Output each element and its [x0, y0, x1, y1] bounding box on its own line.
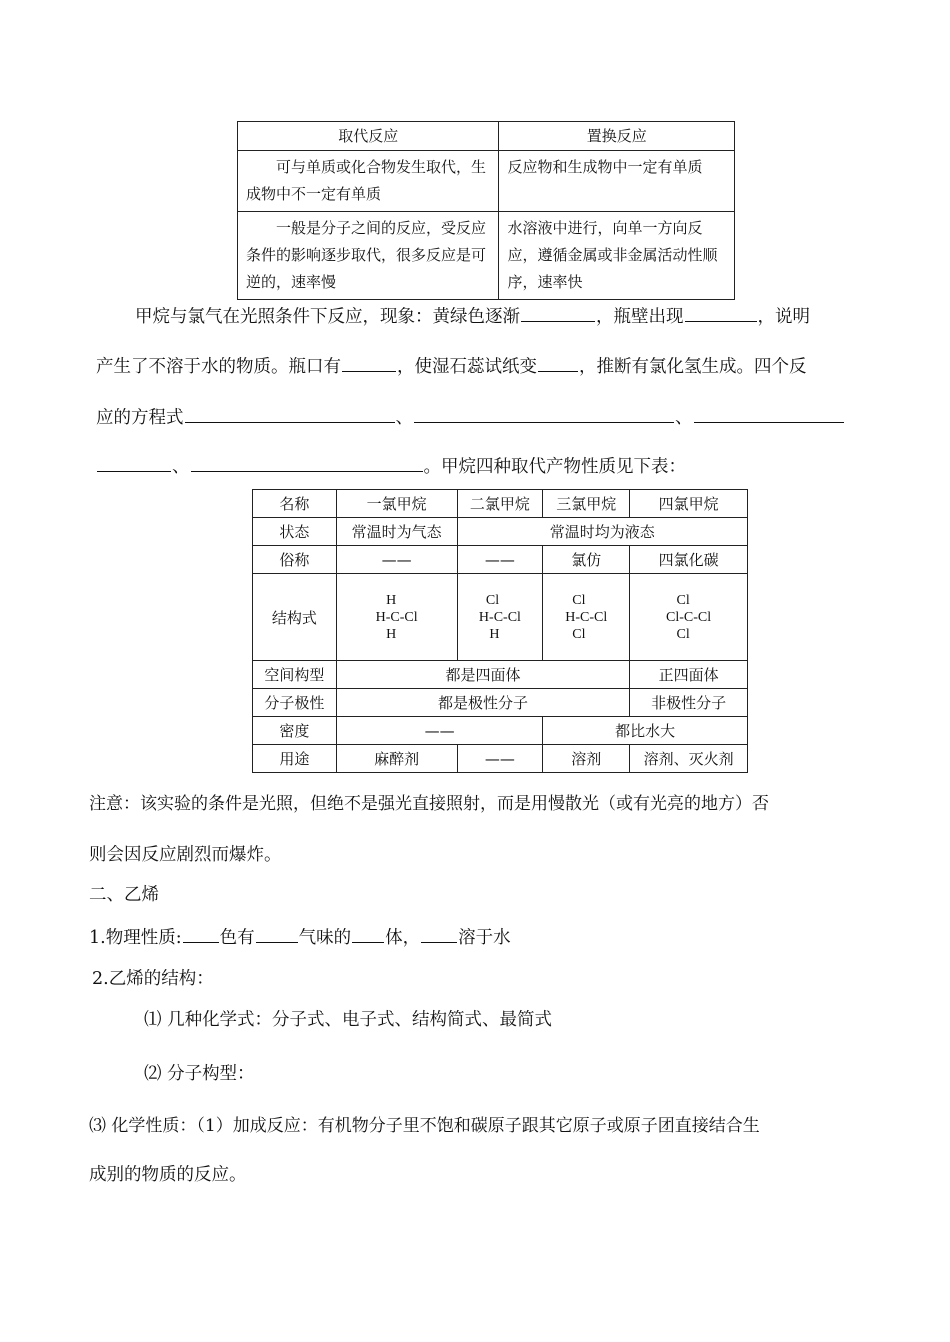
table-row [253, 689, 748, 717]
table-cell: —— [457, 745, 543, 773]
physical-properties-line [89, 924, 511, 950]
equations-line [96, 404, 845, 430]
table-row [253, 661, 748, 689]
equations-line-2 [96, 453, 686, 479]
table-row [253, 717, 748, 745]
table-cell: 氯仿 [543, 546, 630, 574]
table-cell: 结构式 [253, 574, 337, 661]
table-cell [630, 574, 748, 661]
table-cell: 都是四面体 [336, 661, 629, 689]
chloromethane-properties-table [252, 489, 748, 773]
chemical-properties-line-1: ⑶ 化学性质：（1）加成反应：有机物分子里不饱和碳原子跟其它原子或原子团直接结合生 [89, 1116, 760, 1136]
fill-blank[interactable] [421, 924, 457, 943]
table-cell [336, 574, 457, 661]
table-cell: 都是极性分子 [336, 689, 629, 717]
fill-blank[interactable] [342, 353, 396, 372]
chemical-properties-line-2: 成别的物质的反应。 [89, 1165, 247, 1185]
text: ，推断有氯化氢生成。四个反 [579, 357, 807, 377]
table-cell: 可与单质或化合物发生取代，生成物中不一定有单质 [238, 151, 499, 212]
table-cell: 常温时均为液态 [457, 518, 748, 546]
table-row [238, 151, 735, 212]
molecular-shape-item: ⑵ 分子构型： [144, 1064, 255, 1084]
structural-formula: Cl H-C-Cl H [478, 592, 521, 642]
fill-blank[interactable] [183, 924, 219, 943]
table-cell: 状态 [253, 518, 337, 546]
table-cell: 溶剂 [543, 745, 630, 773]
text: 、 [172, 457, 190, 477]
table-row [253, 574, 748, 661]
header-cell: 置换反应 [499, 122, 735, 151]
structural-formula: H H-C-Cl H [375, 592, 418, 642]
fill-blank[interactable] [414, 404, 674, 423]
text: 1.物理性质: [89, 928, 182, 948]
comparison-table [237, 121, 735, 300]
structure-heading: 2.乙烯的结构： [92, 969, 214, 989]
text: ，使湿石蕊试纸变 [397, 357, 537, 377]
structural-formula: Cl Cl-C-Cl Cl [666, 592, 712, 642]
text: 、 [395, 408, 413, 428]
fill-blank[interactable] [97, 453, 171, 472]
fill-blank[interactable] [685, 303, 757, 322]
table-cell: 水溶液中进行，向单一方向反应，遵循金属或非金属活动性顺序，速率快 [499, 212, 735, 300]
table-row [253, 518, 748, 546]
table-cell: 麻醉剂 [336, 745, 457, 773]
text: 体， [385, 928, 421, 948]
header-cell: 取代反应 [238, 122, 499, 151]
table-row [253, 546, 748, 574]
fill-blank[interactable] [521, 303, 595, 322]
table-cell: 俗称 [253, 546, 337, 574]
text: 、 [675, 408, 693, 428]
table-row [238, 212, 735, 300]
text: 。甲烷四种取代产物性质见下表： [423, 457, 686, 477]
structural-formula: Cl H-C-Cl Cl [565, 592, 608, 642]
table-cell: 四氯甲烷 [630, 490, 748, 518]
note-line-2: 则会因反应剧烈而爆炸。 [89, 845, 282, 865]
table-cell [543, 574, 630, 661]
section-heading-ethylene: 二、乙烯 [89, 885, 159, 905]
text: 色有 [219, 928, 255, 948]
table-row [253, 745, 748, 773]
table-cell: 用途 [253, 745, 337, 773]
table-cell: 都比水大 [543, 717, 748, 745]
formula-types-item: ⑴ 几种化学式：分子式、电子式、结构简式、最简式 [144, 1010, 553, 1030]
table-cell: 三氯甲烷 [543, 490, 630, 518]
text: 气味的 [298, 928, 352, 948]
table-cell: 密度 [253, 717, 337, 745]
table-header-row [238, 122, 735, 151]
table-cell: 名称 [253, 490, 337, 518]
text: 产生了不溶于水的物质。瓶口有 [96, 357, 341, 377]
table-cell: 反应物和生成物中一定有单质 [499, 151, 735, 212]
table-row [253, 490, 748, 518]
table-cell: 空间构型 [253, 661, 337, 689]
fill-blank[interactable] [191, 453, 423, 472]
text: ，说明 [757, 307, 810, 327]
fill-blank[interactable] [538, 353, 578, 372]
table-cell [457, 574, 543, 661]
fill-blank[interactable] [256, 924, 298, 943]
text: ，瓶壁出现 [596, 307, 684, 327]
reaction-phenomenon-line-2 [96, 353, 807, 379]
text: 应的方程式 [96, 408, 184, 428]
table-cell: —— [336, 546, 457, 574]
table-cell: 非极性分子 [630, 689, 748, 717]
table-cell: 一般是分子之间的反应，受反应条件的影响逐步取代，很多反应是可逆的，速率慢 [238, 212, 499, 300]
table-cell: 分子极性 [253, 689, 337, 717]
table-cell: 常温时为气态 [336, 518, 457, 546]
table-cell: —— [336, 717, 543, 745]
table-cell: 一氯甲烷 [336, 490, 457, 518]
reaction-phenomenon-line [135, 303, 810, 329]
table-cell: 正四面体 [630, 661, 748, 689]
note-line-1: 注意：该实验的条件是光照，但绝不是强光直接照射，而是用慢散光（或有光亮的地方）否 [89, 794, 769, 814]
table-cell: 二氯甲烷 [457, 490, 543, 518]
text: 溶于水 [458, 928, 511, 948]
fill-blank[interactable] [185, 404, 395, 423]
table-cell: 溶剂、灭火剂 [630, 745, 748, 773]
fill-blank[interactable] [694, 404, 844, 423]
text: 甲烷与氯气在光照条件下反应，现象：黄绿色逐渐 [135, 307, 520, 327]
table-cell: 四氯化碳 [630, 546, 748, 574]
fill-blank[interactable] [352, 924, 384, 943]
table-cell: —— [457, 546, 543, 574]
